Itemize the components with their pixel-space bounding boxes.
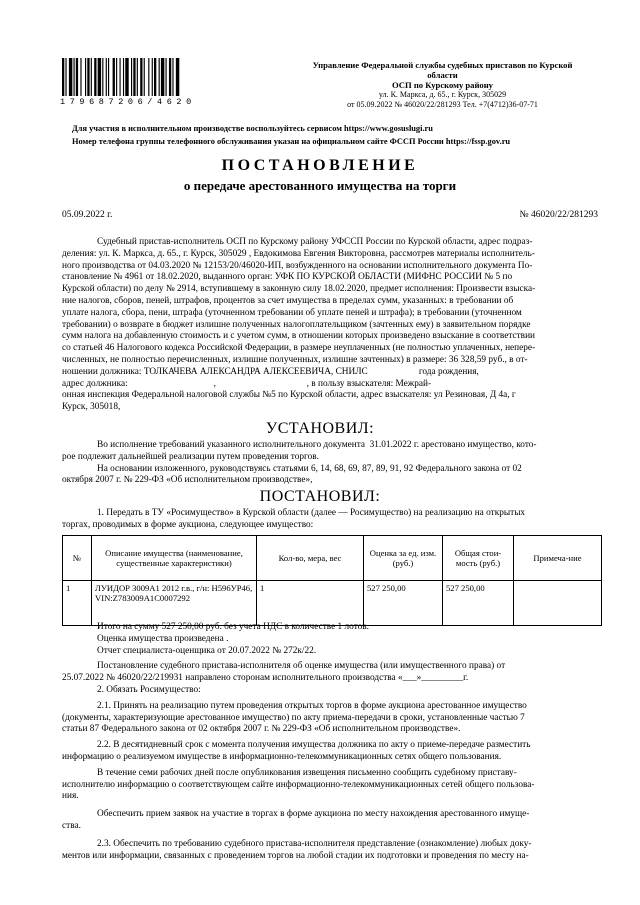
barcode-bar (74, 58, 75, 96)
text-line: рое подлежит дальнейшей реализации путем проведения торгов. (62, 451, 319, 462)
after-table-paragraphs (62, 622, 602, 862)
document-title: ПОСТАНОВЛЕНИЕ (221, 157, 419, 174)
table-header-row (63, 536, 602, 581)
document-header (300, 60, 585, 110)
ustanovil-paragraph (62, 440, 602, 487)
text-line: Обеспечить прием заявок на участие в торгах в форме аукциона по месту нахождения арестованного имуще- (97, 809, 530, 820)
department-name: ОСП по Курскому району (392, 80, 493, 90)
text-line: торгах, проводимых в форме аукциона, следующее имущество: (62, 519, 314, 530)
barcode-bar (108, 58, 109, 96)
barcode-bar (94, 58, 96, 96)
row-num: 1 (63, 581, 92, 626)
text-line: ства. (62, 820, 81, 831)
row-total: 527 250,00 (443, 581, 514, 626)
text-line: онная инспекция Федеральной налоговой службы №5 по Курской области, адрес взыскателя: ул Резиновая, Д 4а, г (62, 390, 516, 401)
barcode-bar (106, 58, 107, 96)
col-description: Описание имущества (наименование, существенные характеристики) (92, 536, 257, 581)
barcode-bar (159, 58, 160, 96)
table-row (63, 581, 602, 626)
text-line: В течение семи рабочих дней после опубликования извещения письменно сообщить судебному приставу- (97, 767, 517, 778)
col-num: № (63, 536, 92, 581)
barcode-bar (120, 58, 121, 96)
text-line: Во исполнение требований указанного исполнительного документа 31.01.2022 г. арестовано имущество, кото- (97, 440, 537, 450)
barcode-bar (131, 58, 132, 96)
barcode-bar (62, 58, 64, 96)
barcode-bar (98, 58, 101, 96)
text-line: Судебный пристав-исполнитель ОСП по Курскому району УФССП России по Курской области, адрес подраз- (97, 237, 533, 247)
barcode-bar (91, 58, 92, 96)
text-line: Курской области) по делу № 2914, вступившему в законную силу 18.02.2020, предмет исполнения: Произвести взыска- (62, 284, 536, 295)
col-total: Общая стои-мость (руб.) (443, 536, 514, 581)
barcode (62, 58, 240, 96)
barcode-bar (161, 58, 164, 96)
document-subtitle: о передаче арестованного имущества на торги (183, 178, 457, 193)
text-line: статьи 87 Федерального закона от 02 октября 2007 г. № 229-ФЗ «Об исполнительном производстве». (62, 724, 461, 735)
text-line: 2.1. Принять на реализацию путем проведения открытых торгов в форме аукциона арестованное имущество (97, 700, 527, 711)
barcode-bar (76, 58, 78, 96)
barcode-bar (125, 58, 128, 96)
barcode-bar (154, 58, 156, 96)
intro-paragraph (62, 237, 602, 414)
text-line: информацию о реализуемом имуществе в информационно-телекоммуникационных сетях общего пользования. (62, 751, 502, 762)
barcode-bar (176, 58, 179, 96)
barcode-bar (65, 58, 66, 96)
gosuslugi-notice: Для участия в исполнительном производстве воспользуйтесь сервисом https://www.gosuslugi.ru (72, 124, 433, 133)
col-note: Примеча-ние (514, 536, 602, 581)
text-line: ние налогов, сборов, пеней, штрафов, процентов за счет имущества в пределах сумм, указанных: в требовании об (62, 295, 514, 306)
text-line: ного производства от 04.03.2020 № 12153/20/46020-ИП, возбужденного на основании исполнительного документа По- (62, 260, 533, 271)
barcode-bar (172, 58, 173, 96)
barcode-bar (102, 58, 103, 96)
text-line: становление № 4961 от 18.02.2020, выданного орган: УФК ПО КУРСКОЙ ОБЛАСТИ (МИФНС РОССИИ № 5 по (62, 272, 513, 283)
text-line: Постановление судебного пристава-исполнителя об оценке имущества (или имущественного права) от (97, 661, 506, 672)
barcode-bar (144, 58, 145, 96)
barcode-bar (152, 58, 153, 96)
col-quantity: Кол-во, мера, вес (257, 536, 364, 581)
text-line: ношении должника: ТОЛКАЧЕВА АЛЕКСАНДРА АЛЕКСЕЕВИЧА, СНИЛС года рождения, (62, 366, 479, 377)
barcode-bar (140, 58, 142, 96)
text-line: Итого на сумму 527 250,00 руб. без учета НДС в количестве 1 лотов. (97, 622, 369, 632)
barcode-bar (113, 58, 115, 96)
text-line: ментов или информации, связанных с проведением торгов на любой стадии их подготовки и проведения по месту на- (62, 850, 529, 861)
barcode-bar (133, 58, 135, 96)
barcode-bar (69, 58, 72, 96)
barcode-bar (116, 58, 117, 96)
text-line: На основании изложенного, руководствуясь статьями 6, 14, 68, 69, 87, 89, 91, 92 Федерального закона от 02 (97, 463, 522, 474)
text-line: деления: ул. К. Маркса, д. 65., г. Курск, 305029 , Евдокимова Евгения Викторовна, рассмотрев материалы исполнитель- (62, 248, 535, 259)
text-line: требовании) о возврате в бюджет излишне полученных налогоплательщиком (зачтенных ему) в заявительном порядке (62, 319, 531, 330)
header-contact: от 05.09.2022 № 46020/22/281293 Тел. +7(4712)36-07-71 (347, 100, 538, 109)
department-address: ул. К. Маркса, д. 65., г. Курск, 305029 (378, 90, 507, 99)
text-line: 2. Обязать Росимущество: (97, 684, 201, 695)
barcode-bar (85, 58, 86, 96)
text-line: 2.2. В десятидневный срок с момента получения имущества должника по акту о приеме-передаче разместить (97, 740, 531, 751)
barcode-bar (148, 58, 149, 96)
org-name: Управление Федеральной службы судебных приставов по Курской области (312, 60, 573, 80)
barcode-bar (80, 58, 81, 96)
text-line: 1. Передать в ТУ «Росимущество» в Курской области (далее — Росимущество) на реализацию на открытых (97, 508, 526, 518)
barcode-bar (166, 58, 167, 96)
text-line: Курск, 305018, (62, 402, 121, 413)
row-unit-price: 527 250,00 (364, 581, 443, 626)
text-line: уплате налога, сбора, пени, штрафа (уточненном требовании об уплате пеней и штрафа); в требовании (уточненном (62, 307, 522, 318)
col-unit-price: Оценка за ед. изм. (руб.) (364, 536, 443, 581)
text-line: 2.3. Обеспечить по требованию судебного пристава-исполнителя представление (ознакомление) любых доку- (97, 838, 532, 849)
barcode-bar (123, 58, 124, 96)
text-line: со статьей 46 Налогового кодекса Российской Федерации, в размере неуплаченных (не полностью уплаченных, непере- (62, 343, 536, 354)
text-line: ния. (62, 791, 79, 802)
text-line: Оценка имущества произведена . (97, 633, 229, 644)
row-note (514, 581, 602, 626)
document-date: 05.09.2022 г. (62, 210, 113, 220)
barcode-bar (169, 58, 171, 96)
postanovil-heading: ПОСТАНОВИЛ: (259, 488, 381, 505)
postanovil-paragraph (62, 508, 602, 532)
barcode-bar (137, 58, 138, 96)
text-line: 25.07.2022 № 46020/22/219931 направлено сторонам исполнительного производства «___»_________г. (62, 673, 469, 684)
barcode-number: 179687206/4620 (60, 97, 196, 107)
text-line: октября 2007 г. № 229-ФЗ «Об исполнительном производстве», (62, 475, 313, 486)
row-description: ЛУИДОР 3009А1 2012 г.в., г/н: Н596УР46, VIN:Z783009A1C0007292 (92, 581, 257, 626)
text-line: адрес должника: , , в пользу взыскателя: Межрай- (62, 378, 432, 389)
text-line: сумм налога на добавленную стоимость и с учетом сумм, в отношении которых произведено взыскание в соответствии (62, 331, 536, 342)
text-line: (документы, характеризующие арестованное имущество) по акту приема-передачи в сроки, установленные частью 7 (62, 712, 525, 723)
phone-notice: Номер телефона группы телефонного обслуживания указан на официальном сайте ФССП России https://fssp.gov.ru (72, 137, 511, 146)
property-table (62, 535, 602, 626)
document-number: № 46020/22/281293 (519, 210, 598, 220)
barcode-bar (87, 58, 89, 96)
text-line: исполнителю информацию о соответствующем сайте информационно-телекоммуникационных сетей общего пользова- (62, 779, 535, 790)
row-quantity: 1 (257, 581, 364, 626)
ustanovil-heading: УСТАНОВИЛ: (265, 420, 375, 437)
text-line: численных, не полностью перечисленных, излишне полученных, излишне зачтенных) в размере: 36 328,59 руб., в от- (62, 354, 528, 365)
text-line: Отчет специалиста-оценщика от 20.07.2022 № 272к/22. (97, 645, 317, 656)
